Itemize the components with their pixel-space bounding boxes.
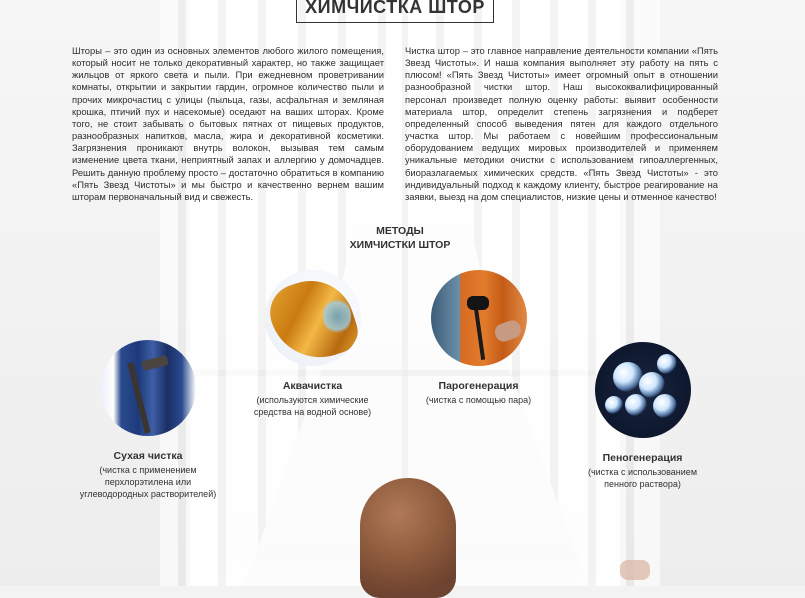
page-title-frame <box>296 0 494 23</box>
steam-cleaning-image <box>431 270 527 366</box>
method-desc: (чистка с использованием пенного раствора) <box>587 467 698 489</box>
method-name: Сухая чистка <box>113 450 183 462</box>
method-name: Аквачистка <box>282 380 343 392</box>
method-foam-cleaning[interactable] <box>570 342 715 490</box>
aqua-cleaning-image <box>265 270 361 366</box>
hand-image <box>620 560 650 580</box>
method-desc: (чистка с применением перхлорэтилена или углеводородных растворителей) <box>79 465 217 499</box>
woman-back-image <box>360 478 456 598</box>
methods-title: МЕТОДЫ ХИМЧИСТКИ ШТОР <box>349 225 451 251</box>
method-steam-cleaning[interactable] <box>406 270 551 406</box>
method-desc: (используются химические средства на водной основе) <box>253 395 372 417</box>
foam-cleaning-image <box>595 342 691 438</box>
method-name: Парогенерация <box>438 380 519 392</box>
method-name: Пеногенерация <box>602 452 683 464</box>
intro-paragraph-left: Шторы – это один из основных элементов любого жилого помещения, который носит не только декоративный характер, но также защищает жильцов от яркого света и пыли. При ежедневном проветривании комнаты, открытии и закрытии гардин, огромное количество пыли и прочих микрочастиц с улицы (пыльца, газы, асфальтная и земляная крошка, птичий пух и насекомые) оседают на ваших шторах. Кроме того, не стоит забывать о бытовых пятнах от пищевых продуктов, разнообразных напитков, масла, жира и декоративной косметики. Загрязнения проникают внутрь волокон, вызывая тем самым изменение цвета ткани, неприятный запах и аллергию у домочадцев. Решить данную проблему просто – достаточно обратиться в компанию «Пять Звезд Чистоты» и мы быстро и качественно вернем вашим шторам первоначальный вид и свежесть. <box>72 45 384 202</box>
method-aqua-cleaning[interactable] <box>240 270 385 418</box>
method-desc: (чистка с помощью пара) <box>425 395 532 405</box>
page-title: ХИМЧИСТКА ШТОР <box>305 0 485 17</box>
dry-cleaning-image <box>100 340 196 436</box>
method-dry-cleaning[interactable] <box>78 340 218 500</box>
intro-paragraph-right: Чистка штор – это главное направление деятельности компании «Пять Звезд Чистоты». И наша компания выполняет эту работу на пять с плюсом! «Пять Звезд Чистоты» имеет огромный опыт в отношении разнообразной чистки штор. Наш высококвалифицированный персонал произведет полную оценку работы: выявит особенности материала штор, определит степень загрязнения и подберет определенный способ выведения пятен для каждого отдельного участка штор. Мы работаем с новейшим профессиональным оборудованием ведущих мировых производителей и применяем уникальные методики очистки с использованием гипоаллергенных, биоразлагаемых химических средств. «Пять Звезд Чистоты» - это индивидуальный подход к каждому клиенту, быстрое реагирование на заявки, выезд на дом специалистов, низкие цены и отменное качество! <box>405 45 718 202</box>
